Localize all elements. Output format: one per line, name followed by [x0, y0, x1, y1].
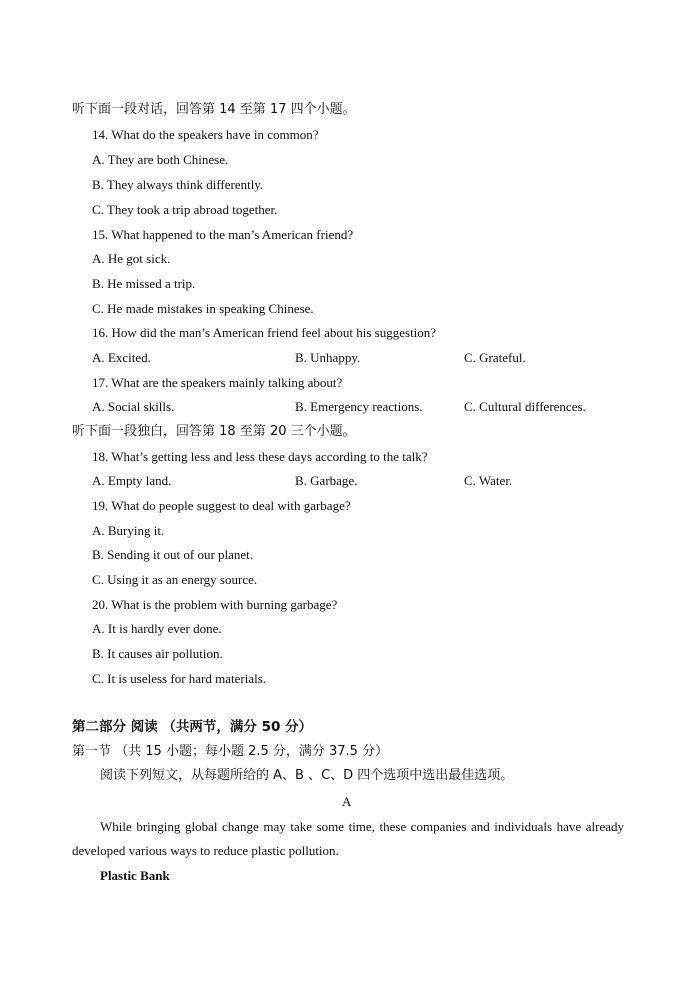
- passage-label: A: [342, 794, 352, 809]
- question-20-option-c: C. It is useless for hard materials.: [92, 671, 267, 686]
- question-14-stem: 14. What do the speakers have in common?: [92, 127, 319, 142]
- question-14-option-a: A. They are both Chinese.: [92, 152, 229, 167]
- question-15-option-a: A. He got sick.: [92, 251, 171, 266]
- question-19-stem: 19. What do people suggest to deal with garbage?: [92, 498, 351, 513]
- question-16-option-b: B. Unhappy.: [295, 350, 361, 365]
- question-20-option-b: B. It causes air pollution.: [92, 646, 223, 661]
- question-17-option-a: A. Social skills.: [92, 399, 175, 414]
- question-20-stem: 20. What is the problem with burning garbage?: [92, 597, 338, 612]
- question-19-option-a: A. Burying it.: [92, 523, 165, 538]
- question-18-option-b: B. Garbage.: [295, 473, 358, 488]
- question-14-option-b: B. They always think differently.: [92, 177, 264, 192]
- question-17-option-c: C. Cultural differences.: [464, 399, 586, 414]
- question-14-option-c: C. They took a trip abroad together.: [92, 202, 278, 217]
- question-15-option-c: C. He made mistakes in speaking Chinese.: [92, 301, 314, 316]
- question-16-stem: 16. How did the man’s American friend feel about his suggestion?: [92, 325, 437, 340]
- question-18-option-c: C. Water.: [464, 473, 513, 488]
- part-two-title: 第二部分 阅读 （共两节，满分 50 分）: [72, 719, 313, 735]
- listening-intro-18-20: 听下面一段独白，回答第 18 至第 20 三个小题。: [72, 424, 356, 439]
- question-15-option-b: B. He missed a trip.: [92, 276, 196, 291]
- question-19-option-b: B. Sending it out of our planet.: [92, 547, 254, 562]
- question-20-option-a: A. It is hardly ever done.: [92, 621, 222, 636]
- passage-paragraph-text: While bringing global change may take some time, these companies and individuals have already developed various ways to reduce plastic pollution.: [72, 819, 624, 858]
- question-18-stem: 18. What’s getting less and less these days according to the talk?: [92, 449, 428, 464]
- listening-intro-14-17: 听下面一段对话，回答第 14 至第 17 四个小题。: [72, 102, 356, 117]
- section-one-heading: 第一节 （共 15 小题；每小题 2.5 分，满分 37.5 分）: [72, 744, 389, 759]
- question-15-stem: 15. What happened to the man’s American friend?: [92, 227, 354, 242]
- question-19-option-c: C. Using it as an energy source.: [92, 572, 258, 587]
- question-18-option-a: A. Empty land.: [92, 473, 172, 488]
- reading-instruction: 阅读下列短文，从每题所给的 A、B 、C、D 四个选项中选出最佳选项。: [100, 768, 514, 783]
- passage-paragraph: [72, 815, 624, 863]
- question-17-stem: 17. What are the speakers mainly talking about?: [92, 375, 343, 390]
- question-17-option-b: B. Emergency reactions.: [295, 399, 423, 414]
- passage-subheading: Plastic Bank: [100, 868, 170, 883]
- question-16-option-a: A. Excited.: [92, 350, 151, 365]
- question-16-option-c: C. Grateful.: [464, 350, 526, 365]
